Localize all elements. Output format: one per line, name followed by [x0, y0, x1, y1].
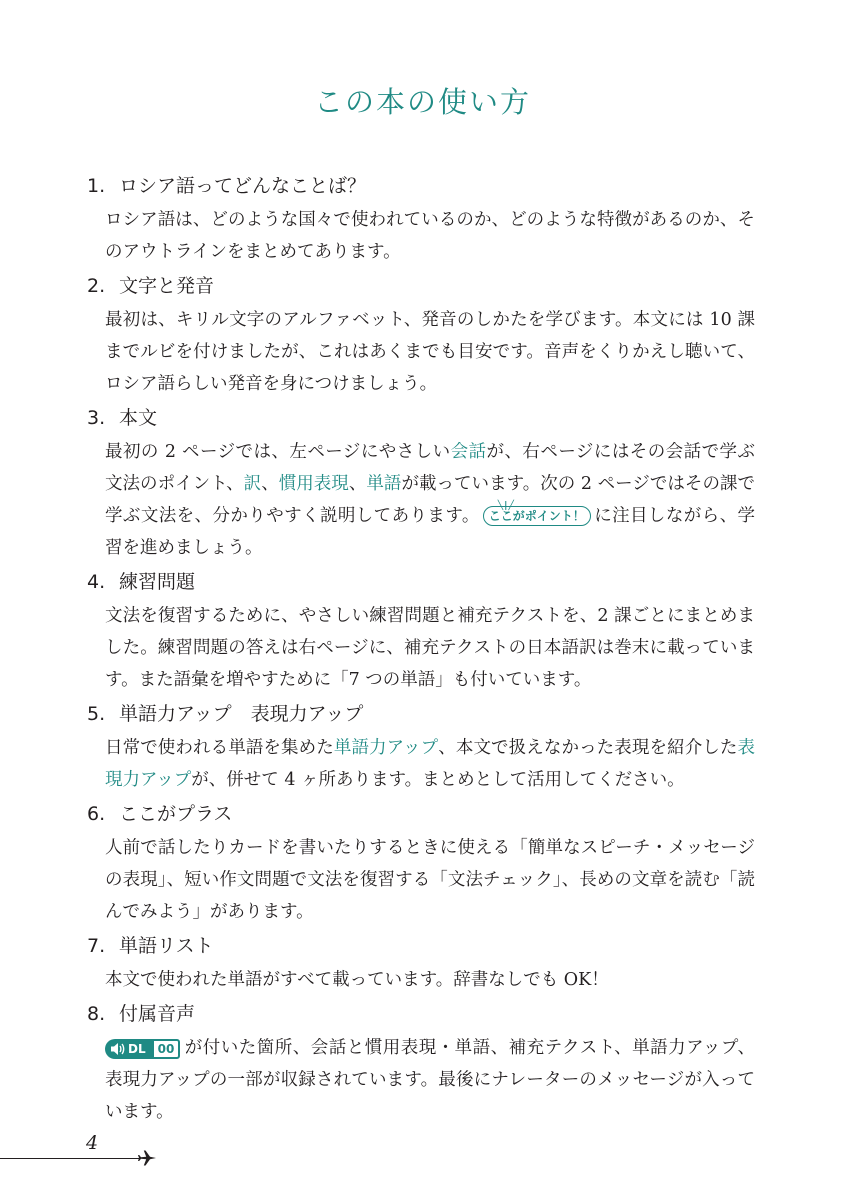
body-text: が、併せて 4 ヶ所あります。まとめとして活用してください。 [191, 770, 685, 790]
dl-track-number: 00 [152, 1039, 181, 1059]
sparkle-icon: ╲|╱ [497, 501, 515, 511]
section-heading [0, 696, 845, 732]
airplane-icon [137, 1148, 157, 1168]
section-1 [0, 168, 845, 268]
section-number: 8. [87, 1003, 106, 1025]
body-text: が、右ページにはその会話で学ぶ文法のポイント、 [105, 442, 755, 494]
section-number: 4. [87, 571, 106, 593]
body-text: が付いた箇所、会話と慣用表現・単語、補充テクスト、単語力アップ、表現力アップの一部が収録されています。最後にナレーターのメッセージが入っています。 [105, 1038, 755, 1122]
section-title: 付属音声 [119, 1003, 196, 1025]
section-heading [0, 168, 845, 204]
highlight-term: 慣用表現 [278, 474, 349, 494]
section-title: 文字と発音 [119, 275, 215, 297]
section-body: 本文で使われた単語がすべて載っています。辞書なしでも OK！ [105, 970, 609, 990]
section-body [105, 1032, 755, 1128]
section-title: 単語リスト [119, 935, 214, 957]
section-number: 1. [87, 175, 106, 197]
section-3 [0, 400, 845, 564]
section-number: 3. [87, 407, 106, 429]
section-heading [0, 268, 845, 304]
section-heading [0, 400, 845, 436]
body-text: 、 [261, 474, 279, 494]
body-text: が載っています。次の 2 ページではその課で学ぶ文法を、分かりやすく説明してあります。 [105, 474, 756, 526]
section-heading [0, 564, 845, 600]
audio-download-badge [105, 1039, 180, 1059]
body-text: 日常で使われる単語を集めた [105, 738, 334, 758]
dl-label: DL [128, 1042, 146, 1056]
section-number: 7. [87, 935, 106, 957]
page-title: この本の使い方 [313, 85, 531, 119]
section-2 [0, 268, 845, 400]
point-badge [483, 501, 591, 526]
section-title: 単語力アップ 表現力アップ [119, 703, 364, 725]
section-title: 練習問題 [119, 571, 196, 593]
section-number: 2. [87, 275, 106, 297]
body-text: に注目しながら、学習を進めましょう。 [105, 506, 755, 558]
section-title: ここがプラス [119, 803, 233, 825]
body-text: 最初の 2 ページでは、左ページにやさしい [105, 442, 451, 462]
section-title: ロシア語ってどんなことば？ [119, 175, 367, 197]
section-6 [0, 796, 845, 928]
section-body: 人前で話したりカードを書いたりするときに使える「簡単なスピーチ・メッセージの表現」、短い作文問題で文法を復習する「文法チェック」、長めの文章を読む「読んでみよう」があります。 [105, 838, 755, 922]
footer-rule [0, 1158, 140, 1159]
sections-list [0, 168, 845, 1128]
section-number: 6. [87, 803, 106, 825]
section-body: 文法を復習するために、やさしい練習問題と補充テクストを、2 課ごとにまとめました。練習問題の答えは右ページに、補充テクストの日本語訳は巻末に載っています。また語彙を増やすために「7 つの単語」も付いています。 [105, 606, 755, 690]
highlight-term: 単語 [366, 474, 402, 494]
section-heading [0, 928, 845, 964]
section-number: 5. [87, 703, 106, 725]
section-8 [0, 996, 845, 1128]
speaker-icon [110, 1042, 125, 1056]
highlight-term: 単語力アップ [333, 738, 439, 758]
section-4 [0, 564, 845, 696]
section-body: ロシア語は、どのような国々で使われているのか、どのような特徴があるのか、そのアウトラインをまとめてあります。 [105, 210, 755, 262]
section-5 [0, 696, 845, 796]
section-title: 本文 [119, 407, 158, 429]
section-body [105, 732, 755, 796]
body-text: 、 [348, 474, 367, 494]
section-heading [0, 796, 845, 832]
body-text: 、本文で扱えなかった表現を紹介した [438, 738, 738, 758]
section-body [105, 436, 755, 564]
section-heading [0, 996, 845, 1032]
page-number: 4 [86, 1132, 99, 1154]
highlight-term: 表現力アップ [105, 738, 756, 790]
section-7 [0, 928, 845, 996]
point-badge-label: ここがポイント！ [488, 509, 585, 523]
highlight-term: 訳 [243, 474, 262, 494]
section-body: 最初は、キリル文字のアルファベット、発音のしかたを学びます。本文には 10 課までルビを付けましたが、これはあくまでも目安です。音声をくりかえし聴いて、ロシア語らしい発音を身につけましょう。 [105, 310, 755, 394]
highlight-term: 会話 [450, 442, 487, 462]
